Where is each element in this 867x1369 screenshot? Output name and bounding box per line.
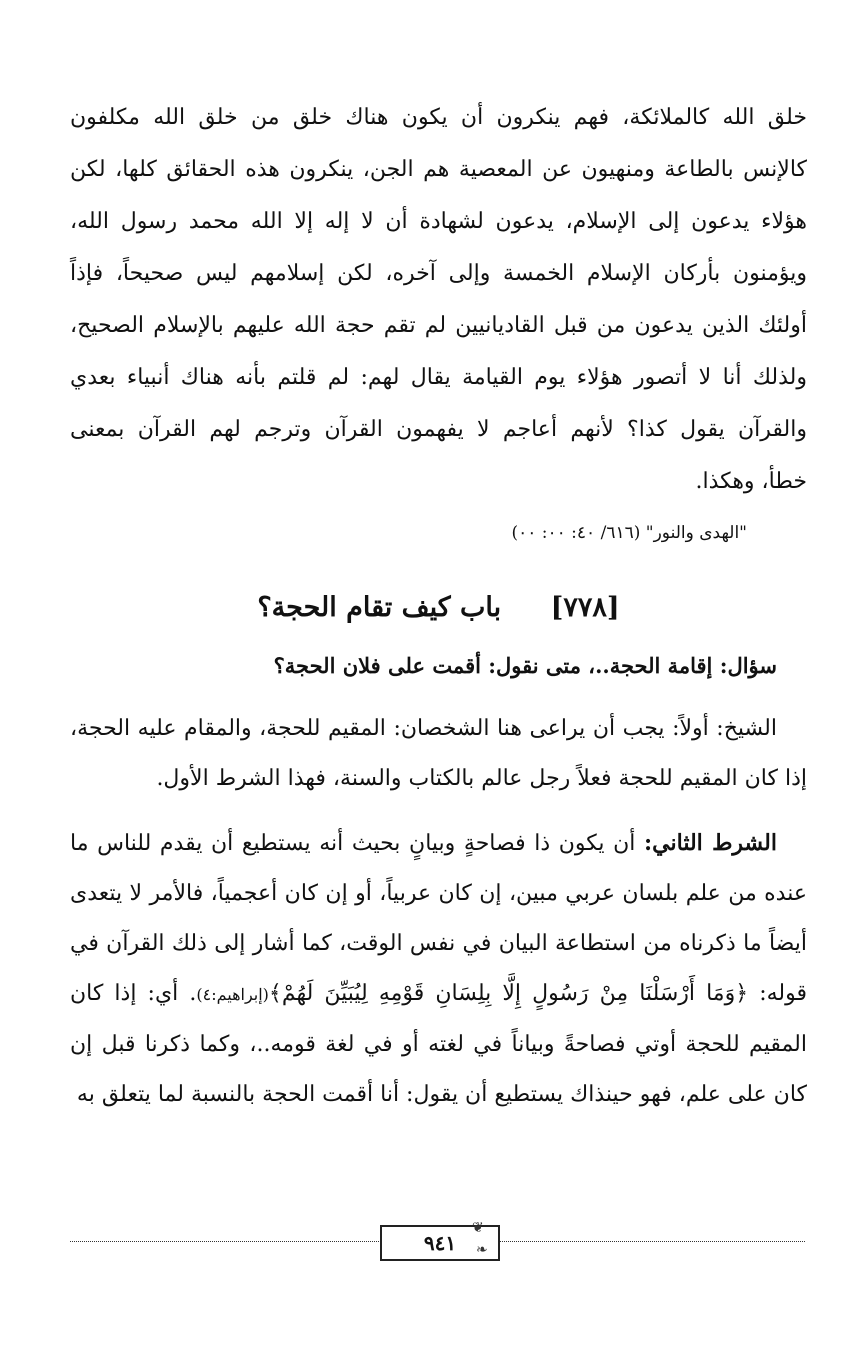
- condition-2-text-2: . أي: إذا كان المقيم للحجة أوتي فصاحةً وبياناً في لغته أو في لغة قومه..، وكما ذكرنا قبل إن كان على علم، فهو حينذاك يستطيع أن يقول: أنا أقمت الحجة بالنسبة لما يتعلق به: [70, 981, 807, 1107]
- chapter-number: [٧٧٨]: [550, 592, 620, 623]
- ornament-icon: ❦: [472, 1220, 484, 1236]
- paragraph-line: خلق الله كالملائكة، فهم ينكرون أن يكون هناك خلق من خلق الله مكلفون: [70, 105, 807, 130]
- paragraph-line: ويؤمنون بأركان الإسلام الخمسة وإلى آخره، لكن إسلامهم ليس صحيحاً، فإذاً: [70, 261, 807, 286]
- page-body: [70, 92, 807, 1120]
- paragraph-line: خطأ، وهكذا.: [695, 469, 807, 494]
- paragraph-line: ولذلك أنا لا أتصور هؤلاء يوم القيامة يقال لهم: لم قلتم بأنه هناك أنبياء بعدي: [70, 365, 807, 390]
- quran-verse: ﴿وَمَا أَرْسَلْنَا مِنْ رَسُولٍ إِلَّا بِلِسَانِ قَوْمِهِ لِيُبَيِّنَ لَهُمْ﴾: [268, 981, 749, 1006]
- condition-2-text-1: أن يكون ذا فصاحةٍ وبيانٍ بحيث أنه يستطيع أن يقدم للناس ما عنده من علم بلسان عربي مبين، إن كان عربياً، أو إن كان أعجمياً، فالأمر لا يتعدى أيضاً ما ذكرناه من استطاعة البيان في نفس الوقت، كما أشار إلى ذلك القرآن في قوله:: [70, 831, 807, 1006]
- chapter-title: باب كيف تقام الحجة؟: [257, 592, 502, 623]
- verse-reference: (إبراهيم:٤): [196, 985, 269, 1004]
- paragraph-line: كالإنس بالطاعة ومنهيون عن المعصية هم الجن، ينكرون هذه الحقائق كلها، لكن: [70, 157, 807, 182]
- condition-2-lead: الشرط الثاني:: [644, 830, 777, 856]
- condition-2-paragraph: [70, 818, 807, 1120]
- page-number: ٩٤١: [423, 1231, 457, 1255]
- chapter-heading: [70, 588, 807, 628]
- paragraph-line: هؤلاء يدعون إلى الإسلام، يدعون لشهادة أن لا إله إلا الله محمد رسول الله،: [70, 209, 807, 234]
- ornament-icon: ❧: [476, 1242, 488, 1258]
- question-text: سؤال: إقامة الحجة..، متى نقول: أقمت على فلان الحجة؟: [273, 653, 777, 678]
- answer-intro: الشيخ: أولاً: يجب أن يراعى هنا الشخصان: المقيم للحجة، والمقام عليه الحجة، إذا كان المقيم للحجة فعلاً رجل عالم بالكتاب والسنة، فهذا الشرط الأول.: [70, 716, 807, 791]
- page-footer: [70, 1221, 805, 1257]
- paragraph-line: أولئك الذين يدعون من قبل القاديانيين لم تقم حجة الله عليهم بالإسلام الصحيح،: [70, 313, 807, 338]
- source-note: "الهدى والنور" (٦١٦/ ٤٠: ٠٠: ٠٠): [511, 523, 747, 543]
- paragraph-line: والقرآن يقول كذا؟ لأنهم أعاجم لا يفهمون القرآن وترجم لهم القرآن بمعنى: [70, 417, 807, 442]
- paragraph-1: [70, 92, 807, 508]
